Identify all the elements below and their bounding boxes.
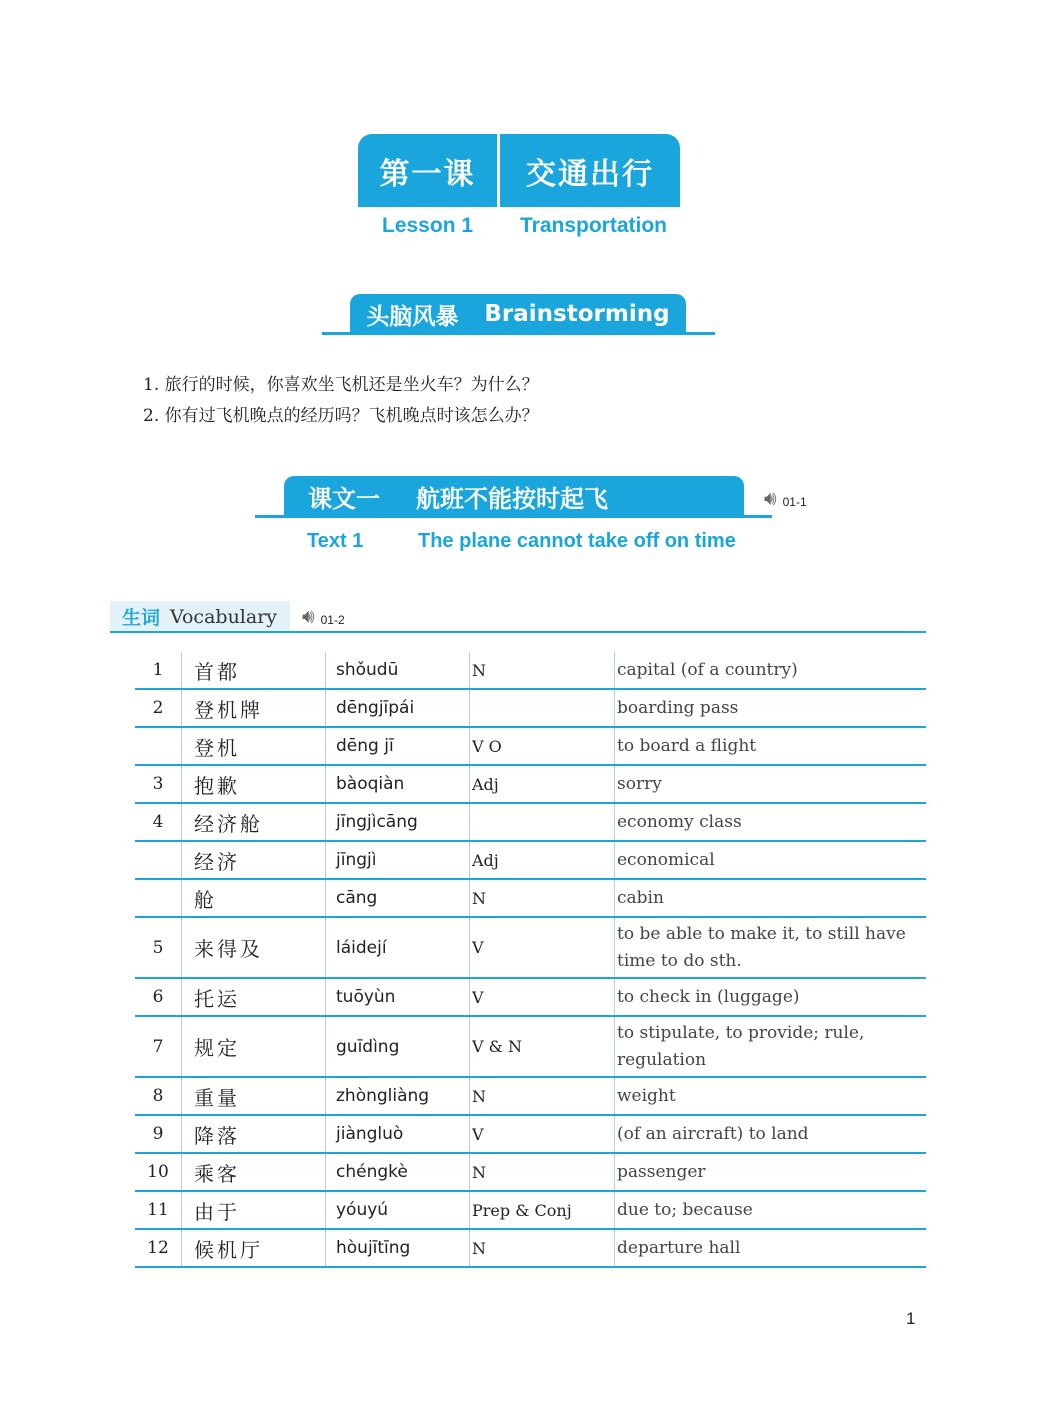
text1-label-en: Text 1 — [307, 530, 364, 552]
row-number: 3 — [135, 765, 182, 803]
vocab-word: 降落 — [182, 1115, 326, 1153]
row-number — [135, 727, 182, 765]
brainstorm-title-zh: 头脑风暴 — [366, 303, 459, 330]
vocab-pinyin: dēng jī — [326, 727, 470, 765]
row-number — [135, 841, 182, 879]
vocab-pos: Adj — [470, 765, 615, 803]
table-row — [135, 978, 926, 1016]
vocab-word: 托运 — [182, 978, 326, 1016]
text1-subtitle-zh: 航班不能按时起飞 — [416, 485, 608, 513]
brainstorm-header — [350, 294, 686, 334]
vocab-definition: boarding pass — [615, 689, 927, 727]
vocab-pos: V — [470, 1115, 615, 1153]
vocab-definition: capital (of a country) — [615, 652, 927, 689]
vocab-pos: V & N — [470, 1016, 615, 1077]
vocab-pos: V — [470, 917, 615, 978]
audio-code: 01-1 — [782, 495, 807, 509]
vocab-pos — [470, 803, 615, 841]
vocab-pos: Prep & Conj — [470, 1191, 615, 1229]
vocab-pos: Adj — [470, 841, 615, 879]
table-row — [135, 1191, 926, 1229]
table-row — [135, 689, 926, 727]
vocab-definition: to be able to make it, to still have time to do sth. — [615, 917, 927, 978]
row-number — [135, 879, 182, 917]
table-row — [135, 765, 926, 803]
vocab-pos: N — [470, 652, 615, 689]
vocab-pinyin: zhòngliàng — [326, 1077, 470, 1115]
vocab-word: 规定 — [182, 1016, 326, 1077]
vocab-pos: N — [470, 1153, 615, 1191]
vocab-definition: economy class — [615, 803, 927, 841]
vocab-definition: sorry — [615, 765, 927, 803]
vocab-pinyin: dēngjīpái — [326, 689, 470, 727]
table-row — [135, 1153, 926, 1191]
vocab-definition: to stipulate, to provide; rule, regulation — [615, 1016, 927, 1077]
vocab-pinyin: cāng — [326, 879, 470, 917]
vocab-word: 登机 — [182, 727, 326, 765]
vocabulary-underline — [110, 631, 926, 633]
vocab-word: 经济舱 — [182, 803, 326, 841]
vocab-definition: departure hall — [615, 1229, 927, 1267]
vocab-pos: N — [470, 1077, 615, 1115]
row-number: 10 — [135, 1153, 182, 1191]
vocab-pinyin: yóuyú — [326, 1191, 470, 1229]
vocab-pinyin: tuōyùn — [326, 978, 470, 1016]
vocab-definition: cabin — [615, 879, 927, 917]
vocab-word: 由于 — [182, 1191, 326, 1229]
vocab-word: 首都 — [182, 652, 326, 689]
speaker-icon[interactable]: 🔊︎ — [764, 486, 777, 510]
vocab-pos: V O — [470, 727, 615, 765]
vocab-word: 来得及 — [182, 917, 326, 978]
table-row — [135, 727, 926, 765]
table-row — [135, 1016, 926, 1077]
vocabulary-title-zh: 生词 — [122, 607, 161, 629]
lesson-title-banner — [358, 134, 680, 207]
row-number: 5 — [135, 917, 182, 978]
table-row — [135, 1115, 926, 1153]
vocabulary-audio[interactable] — [302, 604, 345, 628]
vocab-definition: (of an aircraft) to land — [615, 1115, 927, 1153]
text1-subtitle-en: The plane cannot take off on time — [418, 530, 736, 552]
vocab-pinyin: jīngjì — [326, 841, 470, 879]
audio-code: 01-2 — [320, 613, 345, 627]
row-number: 1 — [135, 652, 182, 689]
text1-underline — [255, 515, 772, 518]
table-row — [135, 879, 926, 917]
vocab-definition: passenger — [615, 1153, 927, 1191]
vocab-pos: V — [470, 978, 615, 1016]
vocabulary-header — [110, 601, 290, 632]
lesson-title-en: Transportation — [520, 214, 668, 237]
vocab-pinyin: chéngkè — [326, 1153, 470, 1191]
table-row — [135, 841, 926, 879]
table-row — [135, 652, 926, 689]
vocab-pinyin: láidejí — [326, 917, 470, 978]
vocab-pinyin: jīngjìcāng — [326, 803, 470, 841]
vocab-definition: weight — [615, 1077, 927, 1115]
row-number: 4 — [135, 803, 182, 841]
row-number: 12 — [135, 1229, 182, 1267]
vocab-definition: due to; because — [615, 1191, 927, 1229]
vocab-pinyin: bàoqiàn — [326, 765, 470, 803]
vocabulary-title-en: Vocabulary — [170, 605, 278, 628]
lesson-title-zh: 交通出行 — [526, 156, 654, 192]
lesson-number-en: Lesson 1 — [382, 214, 474, 237]
row-number: 7 — [135, 1016, 182, 1077]
vocab-definition: to check in (luggage) — [615, 978, 927, 1016]
question-item: 2. 你有过飞机晚点的经历吗？飞机晚点时该怎么办？ — [143, 406, 539, 426]
question-item: 1. 旅行的时候，你喜欢坐飞机还是坐火车？为什么？ — [143, 375, 539, 395]
table-row — [135, 803, 926, 841]
vocab-word: 舱 — [182, 879, 326, 917]
vocab-pos: N — [470, 879, 615, 917]
table-row — [135, 917, 926, 978]
vocab-pinyin: shǒudū — [326, 652, 470, 689]
vocab-pinyin: hòujītīng — [326, 1229, 470, 1267]
table-row — [135, 1229, 926, 1267]
vocab-word: 重量 — [182, 1077, 326, 1115]
vocab-pos — [470, 689, 615, 727]
vocab-word: 登机牌 — [182, 689, 326, 727]
brainstorm-title-en: Brainstorming — [484, 301, 670, 327]
vocab-pinyin: guīdìng — [326, 1016, 470, 1077]
vocab-pinyin: jiàngluò — [326, 1115, 470, 1153]
vocab-word: 抱歉 — [182, 765, 326, 803]
row-number: 6 — [135, 978, 182, 1016]
vocab-pos: N — [470, 1229, 615, 1267]
vocab-word: 候机厅 — [182, 1229, 326, 1267]
vocabulary-table — [135, 652, 926, 1268]
lesson-number-zh: 第一课 — [379, 156, 476, 192]
row-number: 8 — [135, 1077, 182, 1115]
text1-header — [284, 476, 744, 517]
vocab-definition: economical — [615, 841, 927, 879]
vocab-definition: to board a flight — [615, 727, 927, 765]
row-number: 11 — [135, 1191, 182, 1229]
row-number: 2 — [135, 689, 182, 727]
speaker-icon[interactable]: 🔊︎ — [302, 604, 315, 628]
vocab-word: 经济 — [182, 841, 326, 879]
row-number: 9 — [135, 1115, 182, 1153]
brainstorm-underline — [322, 332, 715, 335]
brainstorm-questions — [143, 370, 539, 432]
text1-audio[interactable] — [764, 486, 807, 510]
vocab-word: 乘客 — [182, 1153, 326, 1191]
page-number: 1 — [906, 1309, 916, 1328]
table-row — [135, 1077, 926, 1115]
text1-title-zh: 课文一 — [308, 485, 380, 513]
